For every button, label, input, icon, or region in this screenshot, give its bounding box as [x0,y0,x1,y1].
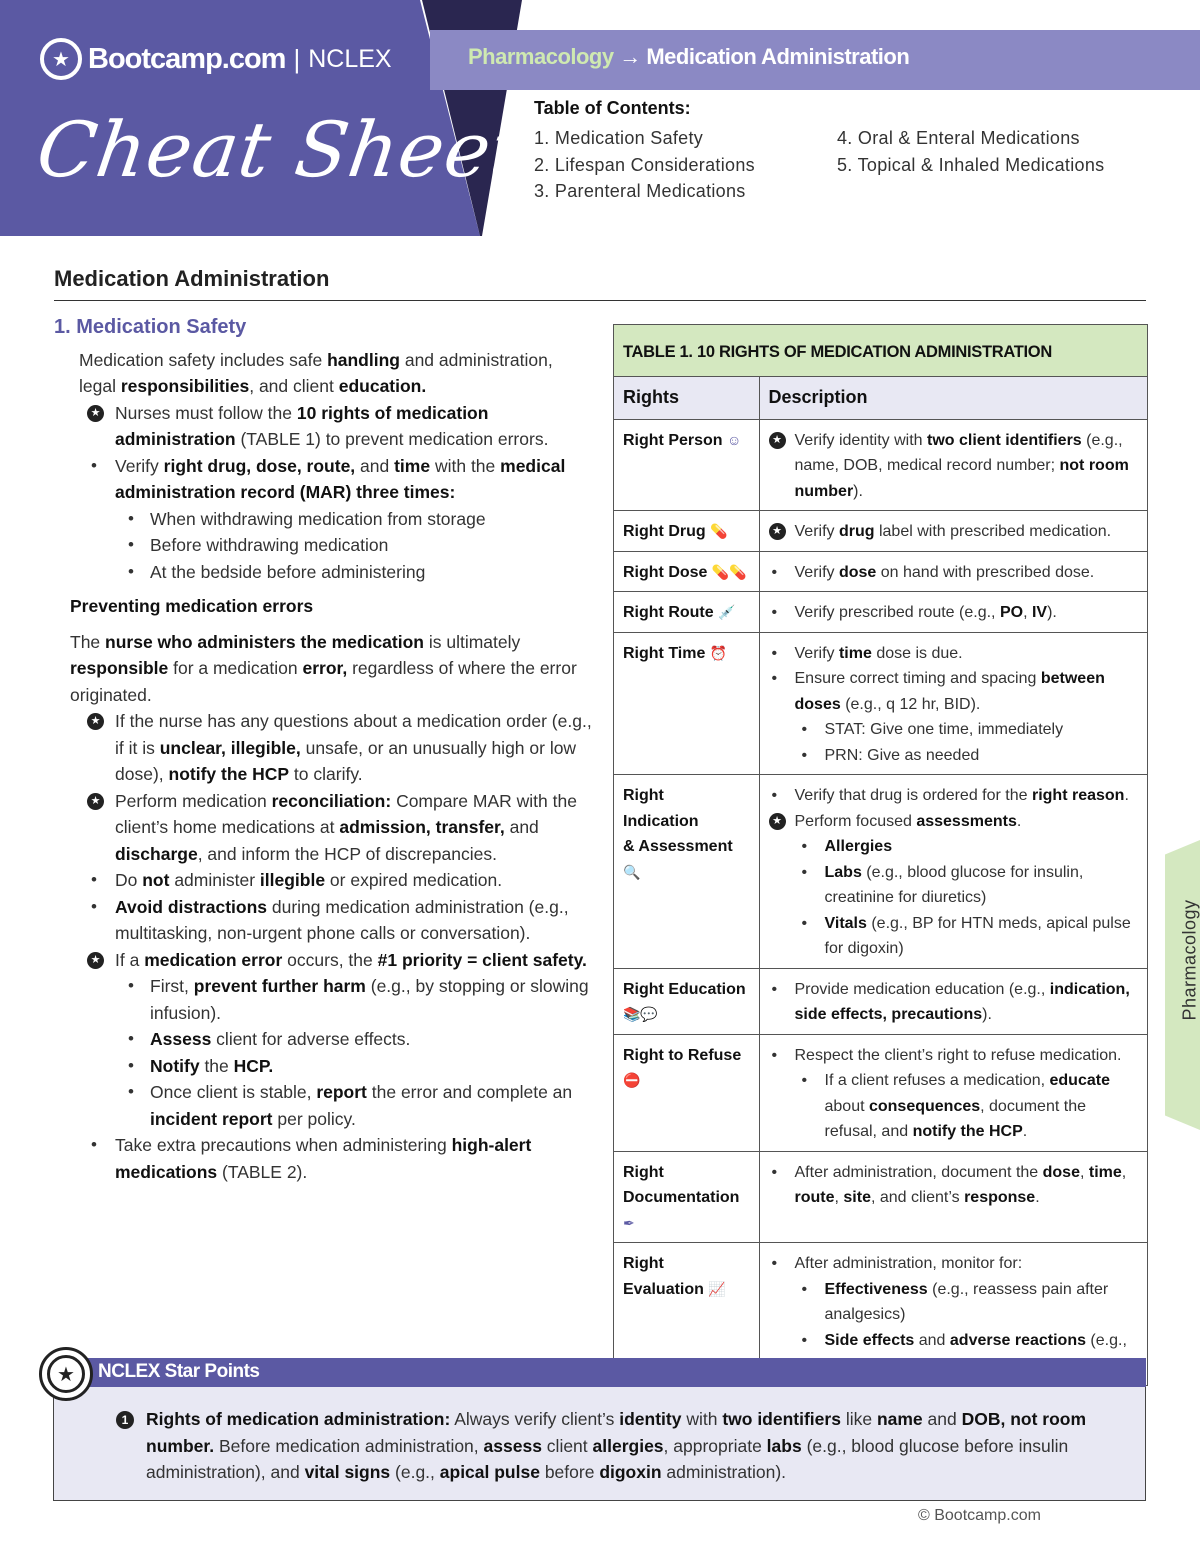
star-bullet-icon: ★ [87,952,104,969]
right-name: Right Person ☺ [614,419,759,511]
arrow-icon: → [619,44,641,69]
breadcrumb [468,44,909,70]
table-row [614,592,1147,633]
brand-name: Bootcamp.com [88,42,286,75]
left-column [54,314,594,1185]
right-description: • Verify time dose is due. • Ensure correct timing and spacing between doses (e.g., q 12 hr, BID). • STAT: Give one time, immediately • PRN: Give as needed [759,632,1147,775]
list-item: • Take extra precautions when administering high-alert medications (TABLE 2). [91,1135,532,1182]
pill-icon: 💊 [710,523,728,539]
right-description: ★ Verify identity with two client identifiers (e.g., name, DOB, medical record number; not room number). [759,419,1147,511]
column-header: Rights [614,377,759,419]
table-row [614,1151,1147,1243]
right-description: • After administration, document the dose, time, route, site, and client’s response. [759,1151,1147,1243]
stethoscope-icon: 🔍 [623,863,641,880]
intro-paragraph: Medication safety includes safe handling and administration, legal responsibilities, and client education. [79,349,553,396]
table-row [614,968,1147,1034]
right-name: Right Drug 💊 [614,511,759,552]
syringe-icon: 💉 [718,604,736,620]
list-subitem: • At the bedside before administering [128,561,426,582]
right-description: • Provide medication education (e.g., indication, side effects, precautions). [759,968,1147,1034]
subsection-heading: 1. Medication Safety [54,316,247,338]
table-row [614,632,1147,775]
subheading-preventing-errors: Preventing medication errors [70,596,314,616]
table-caption: TABLE 1. 10 RIGHTS OF MEDICATION ADMINISTRATION [614,325,1147,377]
star-bullet-icon: ★ [769,523,786,540]
brand-sub: NCLEX [308,44,392,73]
right-name: Right Dose 💊💊 [614,551,759,592]
list-subitem: • Assess client for adverse effects. [128,1029,411,1049]
rights-table [613,324,1148,1386]
brand-separator: | [293,43,301,74]
list-item: ★ Perform medication reconciliation: Compare MAR with the client’s home medications at admission, transfer, and discharge, and inform the HCP of discrepancies. [54,788,594,868]
star-point-text: Rights of medication administration: Always verify client’s identity with two identifiers like name and DOB, not room number. Before medication administration, assess client allergies, appropriate labs (e.g., blood glucose before insulin administration), and vital signs (e.g., apical pulse before digoxin administration). [146,1409,1087,1482]
toc-item: 3. Parenteral Medications [534,181,746,201]
right-name: Right Route 💉 [614,592,759,633]
section-title: Medication Administration [54,266,330,291]
list-subitem: • Before withdrawing medication [128,535,389,555]
toc-item: 1. Medication Safety [534,128,704,148]
table-row [614,511,1147,552]
toc-title: Table of Contents: [534,98,691,118]
table-header-row [614,377,1147,419]
list-subitem: • Once client is stable, report the error and complete an incident report per policy. [128,1082,573,1129]
star-points-title: NCLEX Star Points [98,1361,260,1382]
right-name: Right Indication & Assessment 🔍 [614,775,759,969]
star-bullet-icon: ★ [769,432,786,449]
right-description: • Verify dose on hand with prescribed dose. [759,551,1147,592]
table-row [614,551,1147,592]
right-name: Right Documentation ✒ [614,1151,759,1243]
no-entry-icon: ⛔ [623,1072,641,1088]
table-of-contents [534,98,1174,205]
list-item: ★ If the nurse has any questions about a medication order (e.g., if it is unclear, illegible, unsafe, or an unusually high or low dose), notify the HCP to clarify. [54,708,594,788]
pen-icon: ✒ [623,1214,635,1231]
list-item: ★ If a medication error occurs, the #1 priority = client safety. [54,947,594,974]
right-name: Right Education 📚💬 [614,968,759,1034]
toc-item: 2. Lifespan Considerations [534,154,755,175]
list-subitem: • First, prevent further harm (e.g., by stopping or slowing infusion). [128,976,589,1023]
list-item: • Verify right drug, dose, route, and time with the medical administration record (MAR) three times: [91,455,566,502]
right-name: Right Evaluation 📈 [614,1243,759,1385]
cheat-sheets-title: Cheat Sheets [31,105,569,194]
right-description: • After administration, monitor for: • Effectiveness (e.g., reassess pain after analgesics) • Side effects and adverse reactions (e.g., [771,1255,1127,1349]
brand [40,38,392,80]
star-bullet-icon: ★ [769,813,786,830]
person-icon: ☺ [727,431,742,448]
column-header: Description [759,377,1147,419]
list-item: • Do not administer illegible or expired medication. [91,870,503,890]
divider [54,300,1146,301]
right-description: • Respect the client’s right to refuse medication. • If a client refuses a medication, educate about consequences, document the refusal, and notify the HCP. [759,1034,1147,1151]
star-badge-icon: ★ [39,1347,93,1401]
right-name: Right Time ⏰ [614,632,759,775]
star-logo-icon: ★ [40,38,82,80]
side-tab-label: Pharmacology [1179,899,1200,1021]
chart-icon: 📈 [708,1280,726,1297]
right-description: • Verify that drug is ordered for the right reason. ★ Perform focused assessments. • Allergies • Labs (e.g., blood glucose for insulin, creatinine for diuretics) • Vitals (e.g., BP for HTN meds, apical pulse for digoxin) [759,775,1147,969]
right-name: Right to Refuse ⛔ [614,1034,759,1151]
right-description: • Verify prescribed route (e.g., PO, IV). [759,592,1147,633]
star-point-number: 1 [116,1411,134,1429]
table-row [614,1034,1147,1151]
alarm-clock-icon: ⏰ [709,644,728,661]
list-subitem: • Notify the HCP. [128,1055,274,1076]
table-row [614,775,1147,969]
star-bullet-icon: ★ [87,405,104,422]
books-icon: 📚💬 [623,1006,658,1022]
prevention-paragraph: The nurse who administers the medication is ultimately responsible for a medication error, regardless of where the error originated. [70,631,577,705]
toc-item: 5. Topical & Inhaled Medications [837,154,1105,175]
footer-copyright: © Bootcamp.com [918,1507,1041,1524]
list-item: ★ Nurses must follow the 10 rights of medication administration (TABLE 1) to prevent medication errors. [54,400,594,453]
toc-item: 4. Oral & Enteral Medications [837,128,1080,148]
table-row [614,419,1147,511]
list-subitem: • When withdrawing medication from storage [128,508,486,529]
breadcrumb-page: Medication Administration [646,44,910,69]
star-bullet-icon: ★ [87,793,104,810]
breadcrumb-topic: Pharmacology [468,44,614,69]
list-item: • Avoid distractions during medication administration (e.g., multitasking, non-urgent phone calls or conversation). [91,896,569,943]
star-bullet-icon: ★ [87,713,104,730]
pills-icon: 💊💊 [711,563,747,580]
right-description: ★ Verify drug label with prescribed medication. [759,511,1147,552]
